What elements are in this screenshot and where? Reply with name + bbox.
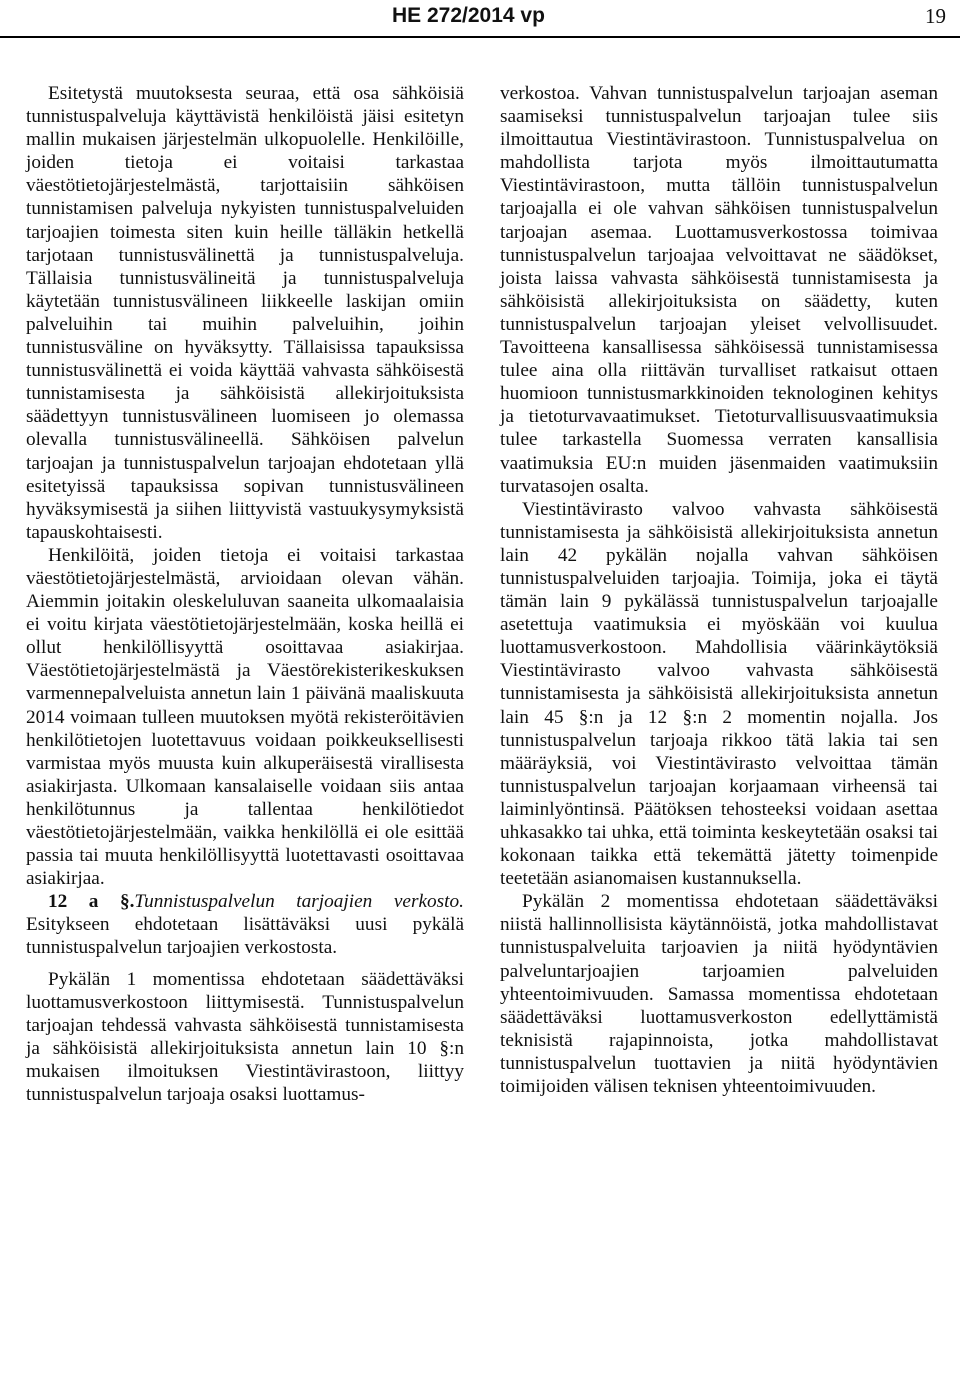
paragraph: Henkilöitä, joiden tietoja ei voitaisi tarkastaa väestötietojärjestelmästä, arvioidaan olevan vähän. Aiemmin joitakin oleskeluluvan saaneita ulkomaalaisia ei voitu kirjata väestötietojärjestelmään, koska heillä ei ollut henkilöllisyyttä osoittavaa asiakirjaa. Väestötietojärjestelmästä ja Väestörekisterikeskuksen varmennepalveluista annetun lain 1 päivänä maaliskuuta 2014 voimaan tulleen muutoksen myötä rekisteröitävien henkilötietojen luotettavuus voidaan poikkeuksellisesti varmistaa myös muusta kuin alkuperäisestä virallisesta asiakirjasta. Ulkomaan kansalaiselle voidaan siis antaa henkilötunnus ja tallentaa henkilötiedot väestötietojärjestelmään, vaikka henkilöllä ei ole esittää passia tai muuta henkilöllisyyttä luotettavasti osoittavaa asiakirjaa. bbox=[26, 544, 464, 890]
section-title: Tunnistuspalvelun tarjoajien verkosto. bbox=[134, 891, 464, 913]
paragraph: verkostoa. Vahvan tunnistuspalvelun tarjoajan aseman saamiseksi tunnistuspalvelun tarjoajan tulee siis ilmoittautua Viestintävirastoon. Tunnistuspalvelua on mahdollista tarjota myös ilmoittautumatta Viestintävirastoon, mutta tällöin tunnistuspalvelun tarjoajalla ei ole vahvan sähköisen tunnistuspalvelun tarjoajan asemaa. Luottamusverkostossa toimivaa tunnistuspalvelun tarjoajaa velvoittavat ne säädökset, joista laissa vahvasta sähköisestä tunnistamisesta ja sähköisistä allekirjoituksista on säädetty, kuten tunnistuspalvelun tarjoajan yleiset velvollisuudet. Tavoitteena kansallisessa sähköisessä tunnistamisessa tulee aina olla riittävän turvalliset ratkaisut ottaen huomioon tunnistusmarkkinoiden teknologinen kehitys ja tietoturvavaatimukset. Tietoturvallisuusvaatimuksia tulee tarkastella Suomessa verraten kansallisia vaatimuksia EU:n muiden jäsenmaiden vaatimuksiin turvatasojen osalta. bbox=[500, 83, 938, 497]
document-id: HE 272/2014 vp bbox=[392, 4, 545, 27]
page-number: 19 bbox=[925, 4, 946, 28]
right-column bbox=[500, 82, 938, 1098]
section-paragraph bbox=[26, 890, 464, 959]
paragraph: Esitetystä muutoksesta seuraa, että osa sähköisiä tunnistuspalveluja käyttävistä henkilöistä jäisi esitetyn mallin mukaisen järjestelmän ulkopuolelle. Henkilöille, joiden tietoja ei voitaisi tarkastaa väestötietojärjestelmästä, tarjottaisiin sähköisen tunnistamisen palveluja nykyisten tunnistuspalveluiden tarjoajien toimesta siten kuin heille tälläkin hetkellä tarjotaan tunnistusvälinettä ja tunnistuspalveluja. Tällaisia tunnistusvälineitä ja tunnistuspalveluja käytetään tunnistusvälineen liikkeelle laskijan omiin palveluihin tai muihin palveluihin, joihin tunnistusväline on hyväksytty. Tällaisissa tapauksissa tunnistusvälinettä ei voida käyttää vahvasta sähköisestä tunnistamisesta ja sähköisistä allekirjoituksista säädettyyn tunnistusvälineen luomiseen jo olemassa olevalla tunnistusvälineellä. Sähköisen palvelun tarjoajan ja tunnistuspalvelun tarjoajan ehdotetaan yllä esitetyissä tapauksissa sopivan tunnistusvälineen hyväksymisestä ja siihen liittyvistä vastuukysymyksistä tapauskohtaisesti. bbox=[26, 83, 464, 543]
section-text: Esitykseen ehdotetaan lisättäväksi uusi pykälä tunnistuspalvelun tarjoajien verkostosta. bbox=[26, 914, 464, 959]
left-column bbox=[26, 82, 464, 1106]
header-rule bbox=[0, 36, 960, 38]
paragraph: Viestintävirasto valvoo vahvasta sähköisestä tunnistamisesta ja sähköisistä allekirjoituksista annetun lain 42 pykälän nojalla vahvan sähköisen tunnistuspalveluiden tarjoajia. Toimija, joka ei täytä tämän lain 9 pykälässä tunnistuspalvelun tarjoajalle asetettuja vaatimuksia ei myöskään voi kuulua luottamusverkostoon. Mahdollisia väärinkäytöksiä Viestintävirasto valvoo vahvasta sähköisestä tunnistamisesta ja sähköisistä allekirjoituksista annetun lain 45 §:n ja 12 §:n 2 momentin nojalla. Jos tunnistuspalvelun tarjoaja rikkoo tätä lakia tai sen määräyksiä, voi Viestintävirasto velvoittaa tämän tunnistuspalvelun tarjoajan korjaamaan virheensä tai laiminlyöntinsä. Päätöksen tehosteeksi voidaan asettaa uhkasakko tai uhka, että toiminta keskeytetään osaksi tai kokonaan taikka että tekemättä jätetty toimenpide teetetään asianomaisen kustannuksella. bbox=[500, 498, 938, 890]
paragraph: Pykälän 1 momentissa ehdotetaan säädettäväksi luottamusverkostoon liittymisestä. Tunnistuspalvelun tarjoajan tehdessä vahvasta sähköisestä tunnistamisesta ja sähköisistä allekirjoituksista annetun lain 10 §:n mukaisen ilmoituksen Viestintävirastoon, liittyy tunnistuspalvelun tarjoaja osaksi luottamus- bbox=[26, 968, 464, 1106]
section-number: 12 a §. bbox=[48, 891, 135, 913]
paragraph: Pykälän 2 momentissa ehdotetaan säädettäväksi niistä hallinnollisista käytännöistä, jotka mahdollistavat tunnistuspalveluita tarjoavien ja niitä hyödyntävien palveluntarjoajien tarjoamien palveluiden yhteentoimivuuden. Samassa momentissa ehdotetaan säädettäväksi luottamusverkoston edellyttämistä teknisistä rajapinnoista, jotka mahdollistavat tunnistuspalvelun tuottavien ja niitä hyödyntävien toimijoiden välisen teknisen yhteentoimivuuden. bbox=[500, 891, 938, 1098]
page-header bbox=[0, 0, 960, 36]
